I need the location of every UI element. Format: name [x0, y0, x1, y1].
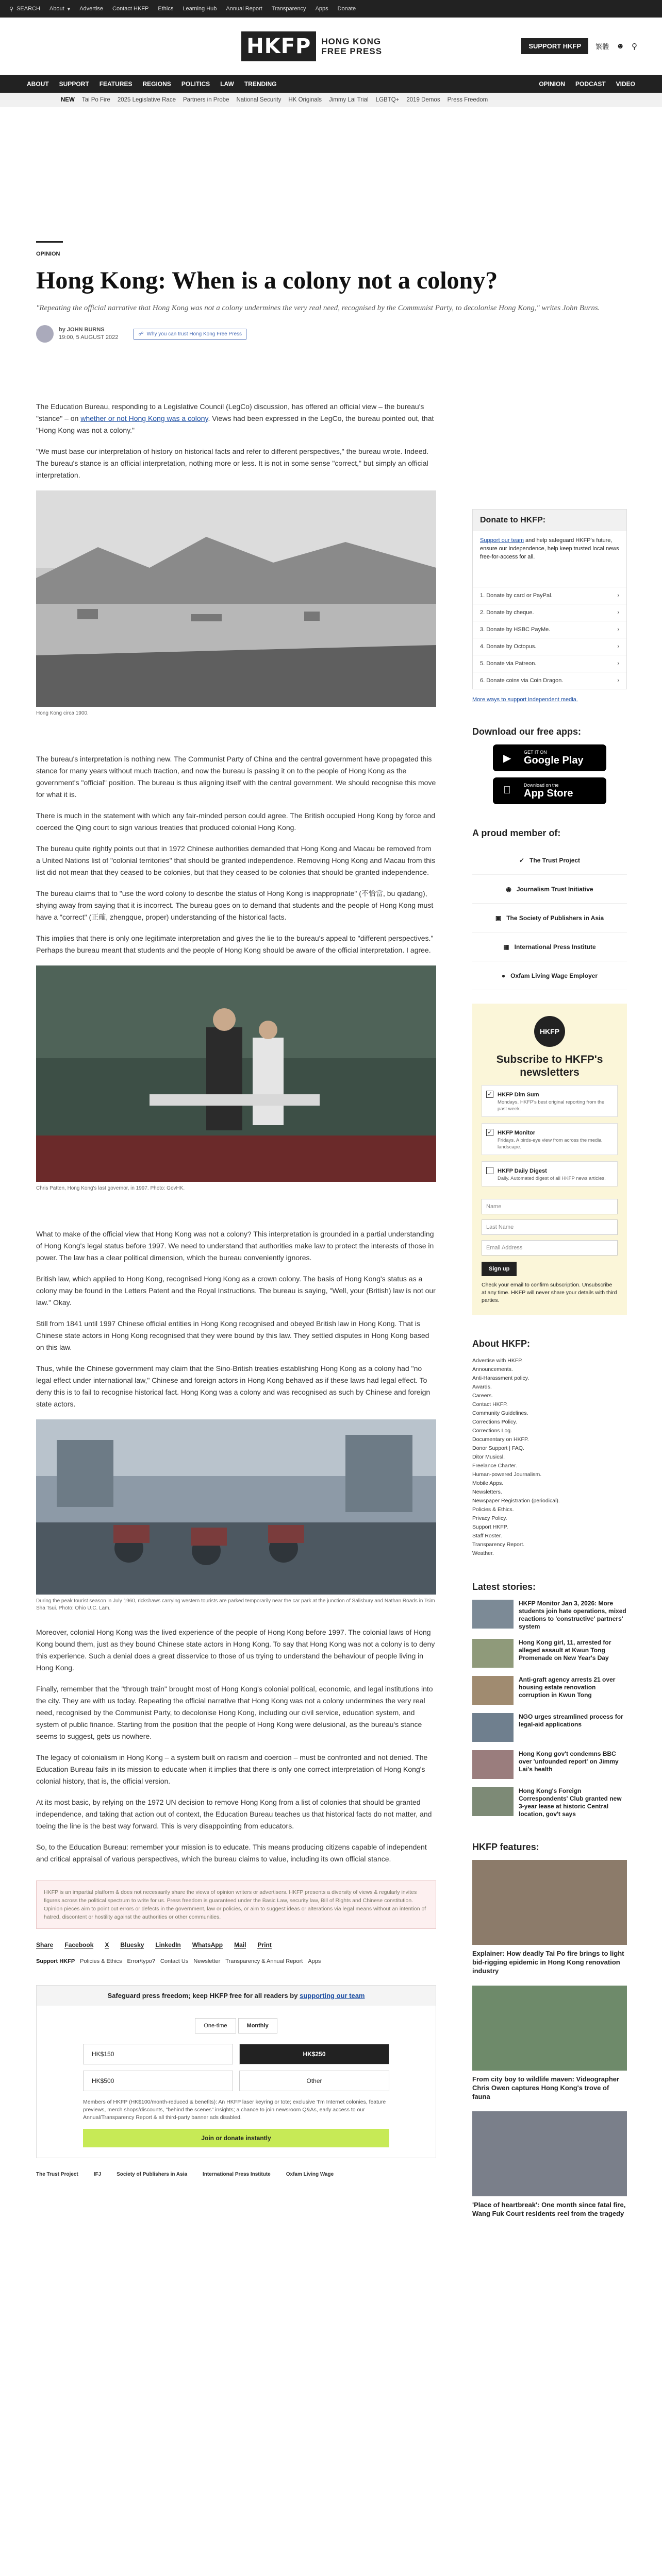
paragraph: This implies that there is only one legitimate interpretation and gives the lie to the bureau's appeal to "different perspectives." Perhaps the bureau meant that students and the people of Hong Kong should be aware of the official interpretation. I agree. — [36, 934, 434, 954]
article-image-harbour — [36, 490, 436, 707]
nav-item[interactable]: REGIONS — [142, 80, 171, 88]
about-link[interactable]: Newspaper Registration (periodical). — [472, 1498, 560, 1504]
amount-option-selected[interactable]: HK$250 — [239, 2044, 389, 2064]
partner-logos — [36, 2172, 436, 2177]
join-button[interactable]: Join or donate instantly — [83, 2129, 389, 2147]
more-ways-link[interactable]: More ways to support independent media. — [472, 697, 578, 703]
about-link[interactable]: Weather. — [472, 1550, 494, 1556]
byline — [36, 325, 603, 343]
search-toggle[interactable]: ⚲ SEARCH — [9, 6, 40, 12]
checkbox-icon[interactable] — [486, 1167, 493, 1174]
nav-item[interactable]: TRENDING — [244, 80, 277, 88]
jti-icon: ◉ — [506, 885, 511, 893]
article-header — [0, 107, 639, 343]
top-link[interactable]: Ethics — [158, 6, 174, 12]
nav-item[interactable]: OPINION — [539, 80, 565, 88]
proud-member-title: A proud member of: — [472, 828, 561, 838]
category-label[interactable]: OPINION — [36, 241, 63, 257]
feature-thumbnail[interactable] — [472, 2111, 627, 2196]
about-link[interactable]: Transparency Report. — [472, 1541, 525, 1548]
footer-link[interactable]: Contact Us — [160, 1958, 189, 1964]
tab-monthly[interactable]: Monthly — [238, 2018, 277, 2033]
support-button[interactable]: SUPPORT HKFP — [521, 38, 588, 54]
paragraph: So, to the Education Bureau: remember your mission is to educate. This means producing citizens capable of independent and critical appraisal of various perspectives, which the bureau claims to value, including its own official stance. — [36, 1843, 427, 1863]
about-link[interactable]: Ditor Musicsl. — [472, 1454, 505, 1460]
top-link[interactable]: Apps — [315, 6, 328, 12]
checkbox-icon[interactable]: ✓ — [486, 1129, 493, 1136]
nav-item[interactable]: FEATURES — [99, 80, 133, 88]
about-link[interactable]: Corrections Log. — [472, 1428, 512, 1434]
sidebar — [472, 107, 627, 2228]
partner-logo[interactable]: Oxfam Living Wage — [286, 2172, 334, 2177]
about-link[interactable]: Staff Roster. — [472, 1533, 502, 1539]
shield-icon: ☍ — [138, 331, 144, 337]
main-nav — [0, 75, 662, 93]
amount-option[interactable]: HK$150 — [83, 2044, 233, 2064]
support-link[interactable]: Support HKFP — [36, 1958, 75, 1964]
rickshaw-photo — [36, 1419, 436, 1595]
donate-widget: Donate to HKFP: Support our team and help safeguard HKFP's future, ensure our independence, help keep trusted local news free-for-access for all. 1. Donate by card or PayPal. › 2. Donate by cheque. › 3. Donate by HSBC PayMe. › 4. Donate by Octopus. › 5. Donate via Patreon. › 6. Donate coins via Coin Dragon. › — [472, 509, 627, 689]
trust-link[interactable]: ☍ Why you can trust Hong Kong Free Press — [134, 329, 246, 340]
nav-item[interactable]: SUPPORT — [59, 80, 89, 88]
about-link[interactable]: Announcements. — [472, 1366, 513, 1372]
editorial-notice: HKFP is an impartial platform & does not necessarily share the views of opinion writers or advertisers. HKFP presents a diversity of views & regularly invites figures across the political spectrum to write for us. Press freedom is guaranteed under the Basic Law, security law, Bill of Rights and Chinese constitution. Opinion pieces aim to point out errors or defects in the government, law or policies, or aim to suggest ideas or alterations via legal means without an intention of hatred, discontent or hostility against the authorities or other communities. — [36, 1880, 436, 1929]
support-links — [36, 1958, 436, 1964]
ipi-icon: ▦ — [503, 943, 509, 951]
search-icon[interactable]: ⚲ — [631, 42, 637, 51]
donate-link[interactable]: supporting our team — [300, 1992, 365, 1999]
features-title: HKFP features: — [472, 1842, 539, 1852]
about-link[interactable]: Awards. — [472, 1384, 492, 1390]
about-link[interactable]: Mobile Apps. — [472, 1480, 504, 1486]
google-play-button[interactable]: ▶ GET IT ON Google Play — [493, 744, 606, 771]
paragraph: Thus, while the Chinese government may claim that the Sino-British treaties establishing Hong Kong as a colony had "no legal effect under international law," Chinese and foreign actors in Hong Kong behaved as if these laws had legal effect. To deny this is to fail to recognise historical fact. Hong Kong was a colony and was recognised as such by Chinese and foreign state actors. — [36, 1364, 431, 1408]
share-x-button[interactable]: X — [105, 1941, 109, 1948]
handover-photo — [36, 965, 436, 1182]
about-title: About HKFP: — [472, 1338, 530, 1349]
footer-link[interactable]: Newsletter — [193, 1958, 221, 1964]
nav-item[interactable]: PODCAST — [575, 80, 606, 88]
about-link[interactable]: Newsletters. — [472, 1489, 502, 1495]
paragraph: At its most basic, by relying on the 1972 UN decision to remove Hong Kong from a list of colonies that should be granted independence, and taking that action out of context, the Education Bureau teaches us that historical facts do not matter, and toeing the line is the best way forward. This is very disappointing from educators. — [36, 1798, 432, 1830]
image-caption: Hong Kong circa 1900. — [36, 710, 89, 716]
checkbox-icon[interactable]: ✓ — [486, 1091, 493, 1098]
support-link[interactable]: Support our team — [480, 537, 524, 544]
top-link[interactable]: About ▾ — [49, 6, 71, 12]
top-link[interactable]: Contact HKFP — [112, 6, 149, 12]
user-icon[interactable]: ☻ — [616, 42, 624, 50]
footer-link[interactable]: Transparency & Annual Report — [225, 1958, 303, 1964]
footer-link[interactable]: Policies & Ethics — [80, 1958, 122, 1964]
last-name-field[interactable]: Last Name — [482, 1219, 618, 1235]
about-link[interactable]: Advertise with HKFP. — [472, 1358, 523, 1364]
share-whatsapp-button[interactable]: WhatsApp — [192, 1941, 223, 1948]
feature-item[interactable]: From city boy to wildlife maven: Videographer Chris Owen captures Hong Kong's trove of fauna — [472, 1986, 627, 2101]
nav-item[interactable]: LAW — [220, 80, 234, 88]
amount-options — [37, 2033, 436, 2091]
nav-item[interactable]: ABOUT — [27, 80, 49, 88]
list-item[interactable]: Anti-graft agency arrests 21 over housing estate renovation corruption in Kwun Tong — [472, 1676, 627, 1705]
check-icon: ✓ — [519, 856, 525, 864]
trending-link[interactable]: National Security — [236, 97, 282, 103]
donate-method[interactable]: 1. Donate by card or PayPal. › — [473, 587, 626, 604]
donate-method[interactable]: 2. Donate by cheque. › — [473, 604, 626, 621]
chevron-right-icon: › — [617, 660, 619, 667]
about-list — [472, 1357, 627, 1558]
paragraph: The bureau quite rightly points out that in 1972 Chinese authorities demanded that Hong Kong and Macau be removed from a United Nations list of "colonial territories" that should be granted independence. Removing Hong Kong and Macau from this list did not mean that they ceased to be colonies, but that they ceased to be colonies that should be granted independence. — [36, 844, 436, 876]
avatar[interactable] — [36, 325, 54, 343]
masthead — [0, 18, 662, 75]
about-link[interactable]: Support HKFP. — [472, 1524, 508, 1530]
about-link[interactable]: Contact HKFP. — [472, 1401, 508, 1408]
footer-link[interactable]: Error/typo? — [127, 1958, 155, 1964]
article-body — [36, 401, 436, 1865]
trending-link[interactable]: LGBTQ+ — [375, 97, 400, 103]
share-bluesky-button[interactable]: Bluesky — [120, 1941, 144, 1948]
story-thumbnail[interactable] — [472, 1676, 514, 1705]
about-link[interactable]: Careers. — [472, 1393, 493, 1399]
about-link[interactable]: Policies & Ethics. — [472, 1506, 514, 1513]
amount-option[interactable]: Other — [239, 2071, 389, 2091]
newsletter-option[interactable]: HKFP Daily Digest Daily. Automated digest of all HKFP news articles. — [482, 1161, 618, 1187]
paragraph: There is much in the statement with which any fair-minded person could agree. The British occupied Hong Kong by force and coerced the Qing court to sign various treaties that produced colonial Hong Kong. — [36, 811, 436, 832]
donate-method[interactable]: 3. Donate by HSBC PayMe. › — [473, 621, 626, 638]
paragraph: The legacy of colonialism in Hong Kong – a system built on racism and coercion – must be confronted and not denied. The Education Bureau fails in its mission to educate when it implies that there is only one correct interpretation of Hong Kong's colonial history, that is, the official version. — [36, 1753, 428, 1785]
about-link[interactable]: Documentary on HKFP. — [472, 1436, 529, 1443]
apps-title: Download our free apps: — [472, 726, 582, 737]
feature-item[interactable]: 'Place of heartbreak': One month since fatal fire, Wang Fuk Court residents reel from the tragedy — [472, 2111, 627, 2218]
print-button[interactable]: Print — [257, 1941, 272, 1948]
newsletter-option[interactable]: ✓ HKFP Monitor Fridays. A birds-eye view from across the media landscape. — [482, 1123, 618, 1155]
paragraph: Still from 1841 until 1997 Chinese official entities in Hong Kong recognised and obeyed British law in Hong Kong. That is Chinese state actors in Hong Kong recognised that they were bound by this law. They settled disputes in Hong Kong based on this law. — [36, 1319, 429, 1351]
member-logo[interactable]: ▦ International Press Institute — [472, 933, 627, 961]
author-name[interactable]: by JOHN BURNS — [59, 327, 105, 333]
publish-date: 19:00, 5 AUGUST 2022 — [59, 334, 119, 341]
newsletter-title: Subscribe to HKFP's newsletters — [496, 1054, 603, 1078]
top-link[interactable]: Donate — [337, 6, 356, 12]
list-item[interactable]: NGO urges streamlined process for legal-aid applications — [472, 1713, 627, 1742]
about-link[interactable]: Human-powered Journalism. — [472, 1471, 542, 1478]
partner-logo[interactable]: Society of Publishers in Asia — [117, 2172, 188, 2177]
partner-logo[interactable]: IFJ — [93, 2172, 102, 2177]
standfirst: "Repeating the official narrative that Hong Kong was not a colony undermines the very real need, recognised by the Communist Party, to decolonise Hong Kong," writes John Burns. — [36, 304, 600, 312]
chevron-right-icon: › — [617, 626, 619, 633]
tab-one-time[interactable]: One-time — [195, 2018, 236, 2033]
about-link[interactable]: Donor Support | FAQ. — [472, 1445, 524, 1451]
paragraph: Moreover, colonial Hong Kong was the lived experience of the people of Hong Kong before 1997. The colonial laws of Hong Kong bound them, just as they bound Chinese state actors in Hong Kong. To say that Hong Kong was not a colony is to deny this experience. Such a denial does a great disservice to those of us trying to understand the behaviour of people living in Hong Kong. — [36, 1628, 435, 1672]
sopa-icon: ▣ — [495, 914, 502, 922]
signup-button[interactable]: Sign up — [482, 1262, 517, 1276]
top-link[interactable]: Transparency — [271, 6, 306, 12]
share-mail-button[interactable]: Mail — [234, 1941, 246, 1948]
nav-item[interactable]: VIDEO — [616, 80, 635, 88]
chevron-right-icon: › — [617, 677, 619, 684]
app-store-button[interactable]: Download on the App Store — [493, 777, 606, 804]
chevron-down-icon: ▾ — [67, 6, 71, 12]
paragraph: The bureau claims that to "use the word colony to describe the status of Hong Kong is inappropriate" (不恰當, bu qiadang), shying away from saying that it is incorrect. The bureau goes on to demand that students and the people of Hong Kong must have a "correct" (正確, zhengque, proper) understanding of the historical facts. — [36, 889, 434, 921]
about-link[interactable]: Corrections Policy. — [472, 1419, 517, 1425]
story-thumbnail[interactable] — [472, 1750, 514, 1779]
member-benefits: Members of HKFP (HK$100/month-reduced & benefits): An HKFP laser keyring or tote; exclusive 'I'm Internet colonies, feature previews, merch shops/discounts, "behind the scenes" insights; a chance to join newsroom Q&As, early access to our Annual/Transparency Report & all third-party banner ads disabled. — [83, 2099, 386, 2121]
article-image-handover — [36, 965, 436, 1182]
donate-method[interactable]: 4. Donate by Octopus. › — [473, 638, 626, 655]
paragraph: "We must base our interpretation of history on historical facts and refer to different perspectives," the bureau wrote. Indeed. The bureau's stance is an official interpretation, nothing more or less. It is not in some sense "correct," but simply an official interpretation. — [36, 447, 429, 479]
name-field[interactable]: Name — [482, 1199, 618, 1214]
new-label: NEW — [61, 97, 75, 103]
story-thumbnail[interactable] — [472, 1713, 514, 1742]
list-item[interactable]: Hong Kong's Foreign Correspondents' Club granted new 3-year lease at historic Central location, gov't says — [472, 1787, 627, 1818]
newsletter-note: Check your email to confirm subscription. Unsubscribe at any time. HKFP will never share your details with third parties. — [482, 1282, 617, 1303]
footer-link[interactable]: Apps — [308, 1958, 321, 1964]
trending-link[interactable]: Press Freedom — [447, 97, 488, 103]
about-link[interactable]: Freelance Charter. — [472, 1463, 517, 1469]
member-logo[interactable]: ● Oxfam Living Wage Employer — [472, 961, 627, 990]
image-caption: Chris Patten, Hong Kong's last governor, in 1997. Photo: GovHK. — [36, 1185, 185, 1191]
frequency-tabs — [37, 2018, 436, 2033]
donate-method[interactable]: 5. Donate via Patreon. › — [473, 655, 626, 672]
trending-link[interactable]: 2019 Demos — [406, 97, 440, 103]
about-link[interactable]: Anti-Harassment policy. — [472, 1375, 529, 1381]
list-item[interactable]: Hong Kong girl, 11, arrested for alleged assault at Kwun Tong Promenade on New Year's Day — [472, 1639, 627, 1668]
share-label: Share — [36, 1941, 54, 1948]
newsletter-widget — [472, 1004, 627, 1315]
paragraph: The Education Bureau, responding to a Legislative Council (LegCo) discussion, has offered an official view – the bureau's "stance" – on whether or not Hong Kong was a colony. Views had been expressed in the LegCo, the bureau pointed out, that "Hong Kong was not a colony." — [36, 402, 434, 434]
list-item[interactable]: Hong Kong gov't condemns BBC over 'unfounded report' on Jimmy Lai's health — [472, 1750, 627, 1779]
inline-link[interactable]: whether or not Hong Kong was a colony — [80, 414, 208, 422]
partner-logo[interactable]: International Press Institute — [203, 2172, 271, 2177]
trending-bar — [0, 93, 662, 107]
top-link[interactable]: Learning Hub — [183, 6, 217, 12]
share-linkedin-button[interactable]: LinkedIn — [155, 1941, 181, 1948]
amount-option[interactable]: HK$500 — [83, 2071, 233, 2091]
story-thumbnail[interactable] — [472, 1787, 514, 1816]
trending-link[interactable]: Tai Po Fire — [81, 97, 110, 103]
about-link[interactable]: Privacy Policy. — [472, 1515, 507, 1521]
share-bar — [36, 1941, 436, 1949]
paragraph: What to make of the official view that Hong Kong was not a colony? This interpretation is grounded in a partial understanding of Hong Kong's legal status before 1997. We need to understand that authorities make law to protect the interests of those in power. The law has a clear political dimension, which the bureau conveniently ignores. — [36, 1230, 434, 1262]
site-logo[interactable]: HKFP HONG KONG FREE PRESS — [241, 31, 382, 61]
paragraph: Finally, remember that the "through train" brought most of Hong Kong's colonial political, economic, and legal institutions into the city. They are with us today. Repeating the official narrative that Hong Kong was not a colony undermines the very real need, recognised by the Communist Party, to decolonise Hong Kong, including our civil service, education system, and system of public finance. Starting from the position that the people of Hong Kong were delusional, as the bureau's stance seems to suggest, gets us nowhere. — [36, 1685, 433, 1740]
top-bar — [0, 0, 662, 18]
paragraph: British law, which applied to Hong Kong, recognised Hong Kong as a crown colony. The basis of Hong Kong's status as a colony may be found in the Letters Patent and the Royal Instructions. The bureau is saying, "Well, your (British) law is not our law." Okay. — [36, 1275, 436, 1307]
trending-link[interactable]: Jimmy Lai Trial — [328, 97, 369, 103]
search-icon: ⚲ — [9, 6, 14, 12]
apple-icon — [503, 785, 511, 796]
latest-title: Latest stories: — [472, 1582, 536, 1592]
image-caption: During the peak tourist season in July 1960, rickshaws carrying western tourists are parked temporarily near the car park at the junction of Salisbury and Nathan Roads in Tsim Sha Tsui. Photo: Ohio U.C. Lam. — [36, 1598, 435, 1611]
paragraph: The bureau's interpretation is nothing new. The Communist Party of China and the central government have propagated this stance for many years without much traction, and now the bureau is passing it on to the people of Hong Kong as the government's "official" position. The bureau is thus aligning itself with the central government. We should recognise this move for what it is. — [36, 755, 436, 799]
chevron-right-icon: › — [617, 643, 619, 650]
newsletter-logo: HKFP — [534, 1016, 565, 1047]
email-field[interactable]: Email Address — [482, 1240, 618, 1256]
article-main — [36, 107, 436, 2228]
newsletter-option[interactable]: ✓ HKFP Dim Sum Mondays. HKFP's best original reporting from the past week. — [482, 1085, 618, 1117]
share-facebook-button[interactable]: Facebook — [64, 1941, 94, 1948]
page-title: Hong Kong: When is a colony not a colony? — [36, 267, 498, 294]
nav-item[interactable]: POLITICS — [181, 80, 210, 88]
about-link[interactable]: Community Guidelines. — [472, 1410, 528, 1416]
feature-item[interactable]: Explainer: How deadly Tai Po fire brings to light bid-rigging epidemic in Hong Kong renovation industry — [472, 1860, 627, 1975]
harbour-photo — [36, 490, 436, 707]
member-logo[interactable]: ◉ Journalism Trust Initiative — [472, 875, 627, 904]
story-thumbnail[interactable] — [472, 1600, 514, 1629]
trending-link[interactable]: Partners in Probe — [183, 97, 229, 103]
trending-link[interactable]: 2025 Legislative Race — [117, 97, 176, 103]
chevron-right-icon: › — [617, 592, 619, 599]
partner-logo[interactable]: The Trust Project — [36, 2172, 78, 2177]
feature-thumbnail[interactable] — [472, 1860, 627, 1945]
chevron-right-icon: › — [617, 609, 619, 616]
donate-block: Safeguard press freedom; keep HKFP free for all readers by supporting our team One-time Monthly HK$150 HK$250 HK$500 Other Members of HKFP (HK$100/month-reduced & benefits): An HKFP laser keyring or tote; exclusive 'I'm Internet colonies, feature previews, merch shops/discounts, "behind the scenes" insights; a chance to join newsroom Q&As, early access to our Annual/Transparency Report & all third-party banner ads disabled. Join or donate instantly — [36, 1985, 436, 2158]
list-item[interactable]: HKFP Monitor Jan 3, 2026: More students join hate operations, mixed reactions to 'constructive' partners' system — [472, 1600, 627, 1631]
top-link[interactable]: Annual Report — [226, 6, 262, 12]
member-logo[interactable]: ▣ The Society of Publishers in Asia — [472, 904, 627, 933]
feature-thumbnail[interactable] — [472, 1986, 627, 2071]
top-link[interactable]: Advertise — [79, 6, 104, 12]
donate-method[interactable]: 6. Donate coins via Coin Dragon. › — [473, 672, 626, 689]
story-thumbnail[interactable] — [472, 1639, 514, 1668]
oxfam-icon: ● — [501, 972, 506, 979]
play-icon: ▶ — [503, 753, 511, 764]
member-logo[interactable]: ✓ The Trust Project — [472, 846, 627, 875]
trending-link[interactable]: HK Originals — [288, 97, 322, 103]
language-toggle[interactable]: 繁體 — [595, 43, 609, 50]
article-image-rickshaws — [36, 1419, 436, 1595]
